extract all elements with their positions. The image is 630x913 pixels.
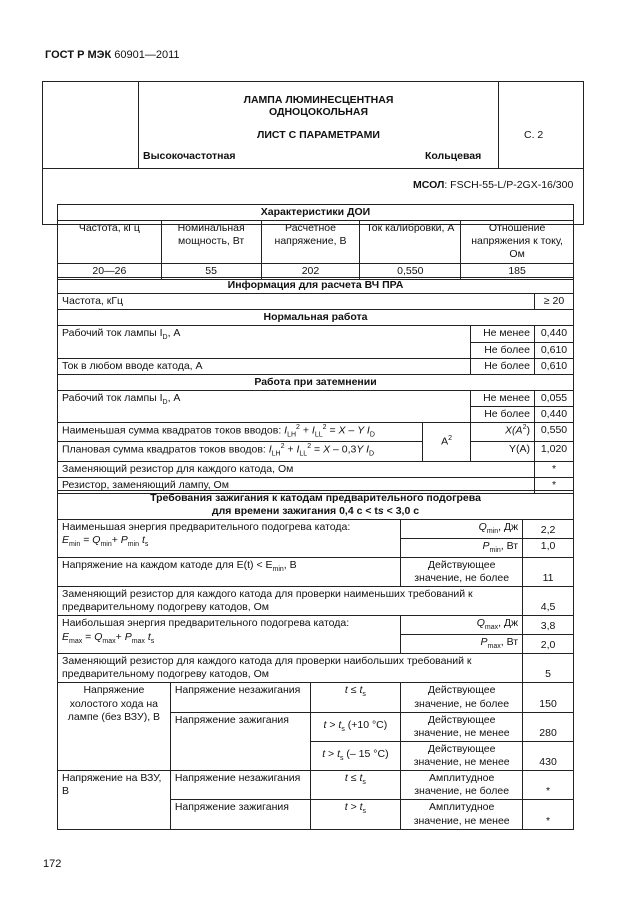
oc-value-1: 150 xyxy=(523,683,574,712)
pmin-label: $P_{min}$, Вт xyxy=(401,539,523,558)
eff-not-more-label: Действующее значение, не более xyxy=(401,683,523,712)
hf-title: Информация для расчета ВЧ ПРА xyxy=(58,278,574,294)
oc-value-3: 430 xyxy=(523,741,574,770)
x-value: 0,550 xyxy=(534,423,573,442)
condition-minus15: $t > t_s$ (– 15 °C) xyxy=(310,741,401,770)
ignition-title: Требования зажигания к катодам предварительного подогрева для времени зажигания 0,4 с < ts < 3,0 с xyxy=(58,491,574,520)
dimming-title: Работа при затемнении xyxy=(58,374,574,390)
doi-value-cell: 202 xyxy=(261,263,360,279)
normal-title: Нормальная работа xyxy=(58,310,574,326)
mcol-value: : FSCH-55-L/P-2GX-16/300 xyxy=(444,179,574,191)
unit-a2: $А^2$ xyxy=(423,423,471,462)
emax-cell: Наибольшая энергия предварительного подогрева катода: $E_{max} = Q_{max}+ P_{max}$ $t_s$ xyxy=(58,616,401,654)
condition-gt-ts: $t > t_s$ xyxy=(310,800,401,829)
planned-square-sum: Плановая сумма квадратов токов вводов: $I_{LH}^2 + I_{LL}^2 = X - 0,3Y$ $I_D$ xyxy=(58,442,423,461)
doi-header-cell: Частота, кГц xyxy=(58,221,162,263)
dim-max-value: 0,440 xyxy=(534,407,573,423)
not-less-label: Не менее xyxy=(471,390,535,406)
page-code: С. 2 xyxy=(524,129,544,141)
no-ignition-label: Напряжение незажигания xyxy=(170,683,310,712)
cathode-current-label: Ток в любом вводе катода, А xyxy=(58,358,471,374)
y-value: 1,020 xyxy=(534,442,573,461)
not-more-label: Не более xyxy=(471,358,535,374)
ignition-label: Напряжение зажигания xyxy=(170,800,310,829)
normal-max-value: 0,610 xyxy=(534,342,573,358)
doi-value-cell: 185 xyxy=(461,263,574,279)
dim-min-value: 0,055 xyxy=(534,390,573,406)
y-label: Y(A) xyxy=(471,442,535,461)
normal-work-current: Рабочий ток лампы $I_D$, А xyxy=(58,326,471,358)
high-frequency-label: Высокочастотная xyxy=(143,150,236,162)
mcol-designation xyxy=(413,179,573,191)
normal-min-value: 0,440 xyxy=(534,326,573,342)
oc-value-2: 280 xyxy=(523,712,574,741)
doi-header-cell: Отношение напряжения к току, Ом xyxy=(461,221,574,263)
doi-value-cell: 20—26 xyxy=(58,263,162,279)
doi-value-cell: 55 xyxy=(161,263,261,279)
qmin-value: 2,2 xyxy=(523,520,574,539)
resistor-max-value: 5 xyxy=(523,654,574,683)
not-more-label: Не более xyxy=(471,342,535,358)
no-ignition-label: Напряжение незажигания xyxy=(170,771,310,800)
condition-ts: $t \le t_s$ xyxy=(310,771,401,800)
resistor-min-value: 4,5 xyxy=(523,587,574,616)
hf-ballast-table xyxy=(57,277,574,494)
resistor-lamp-label: Резистор, заменяющий лампу, Ом xyxy=(58,477,535,493)
pmax-value: 2,0 xyxy=(523,635,574,654)
cathode-voltage-label: Напряжение на каждом катоде для $E(t) < E_{min}$, В xyxy=(58,557,401,586)
resistor-max-label: Заменяющий резистор для каждого катода для проверки наибольших требований к предварительному подогреву катодов, Ом xyxy=(58,654,523,683)
resistor-min-label: Заменяющий резистор для каждого катода для проверки наименьших требований к предварительному подогреву катодов, Ом xyxy=(58,587,523,616)
gost-label: ГОСТ Р МЭК xyxy=(45,49,112,61)
pmax-label: $P_{max}$, Вт xyxy=(401,635,523,654)
cathode-voltage-value: 11 xyxy=(523,557,574,586)
resistor-cathode-value: * xyxy=(534,461,573,477)
lamp-title-2: ОДНОЦОКОЛЬНАЯ xyxy=(268,106,369,118)
resistor-cathode-label: Заменяющий резистор для каждого катода, Ом xyxy=(58,461,535,477)
ignition-label: Напряжение зажигания xyxy=(170,712,310,771)
vzu-label: Напряжение на ВЗУ, В xyxy=(58,771,171,830)
not-more-label: Не более xyxy=(471,407,535,423)
doi-table xyxy=(57,204,574,280)
sheet-title: ЛИСТ С ПАРАМЕТРАМИ xyxy=(257,129,380,141)
lamp-title-1: ЛАМПА ЛЮМИНЕСЦЕНТНАЯ xyxy=(243,94,394,106)
page-number: 172 xyxy=(43,858,62,870)
vzu-value-1: * xyxy=(523,771,574,800)
doi-value-cell: 0,550 xyxy=(360,263,461,279)
eff-not-less-label: Действующее значение, не менее xyxy=(401,712,523,741)
document-header xyxy=(45,49,180,61)
not-less-label: Не менее xyxy=(471,326,535,342)
pmin-value: 1,0 xyxy=(523,539,574,558)
doi-title: Характеристики ДОИ xyxy=(58,205,574,221)
vzu-value-2: * xyxy=(523,800,574,829)
standard-number: 60901—2011 xyxy=(114,49,180,61)
freq-value: ≥ 20 xyxy=(534,294,573,310)
effective-label: Действующее значение, не более xyxy=(401,557,523,586)
doi-header-cell: Расчетное напряжение, В xyxy=(261,221,360,263)
doi-header-cell: Ток калибровки, А xyxy=(360,221,461,263)
x-label: $X(A^2)$ xyxy=(471,423,535,442)
condition-plus10: $t > t_s$ (+10 °C) xyxy=(310,712,401,741)
amp-not-less-label: Амплитудное значение, не менее xyxy=(401,800,523,829)
emin-cell: Наименьшая энергия предварительного подогрева катода: $E_{min} = Q_{min}+ P_{min}$ $t_s$ xyxy=(58,520,401,558)
amp-not-more-label: Амплитудное значение, не более xyxy=(401,771,523,800)
doi-header-cell: Номинальная мощность, Вт xyxy=(161,221,261,263)
freq-label: Частота, кГц xyxy=(58,294,535,310)
qmin-label: $Q_{min}$, Дж xyxy=(401,520,523,539)
cathode-current-value: 0,610 xyxy=(534,358,573,374)
ignition-table xyxy=(57,490,574,830)
condition-ts: $t \le t_s$ xyxy=(310,683,401,712)
resistor-lamp-value: * xyxy=(534,477,573,493)
circular-label: Кольцевая xyxy=(425,150,482,162)
eff-not-less-label: Действующее значение, не менее xyxy=(401,741,523,770)
open-circuit-label: Напряжение холостого хода на лампе (без ВЗУ), В xyxy=(58,683,171,771)
dim-work-current: Рабочий ток лампы $I_D$, А xyxy=(58,390,471,422)
qmax-label: $Q_{max}$, Дж xyxy=(401,616,523,635)
min-square-sum: Наименьшая сумма квадратов токов вводов: $I_{LH}^2 + I_{LL}^2 = X - Y$ $I_D$ xyxy=(58,423,423,442)
qmax-value: 3,8 xyxy=(523,616,574,635)
mcol-label: МСОЛ xyxy=(413,179,445,191)
